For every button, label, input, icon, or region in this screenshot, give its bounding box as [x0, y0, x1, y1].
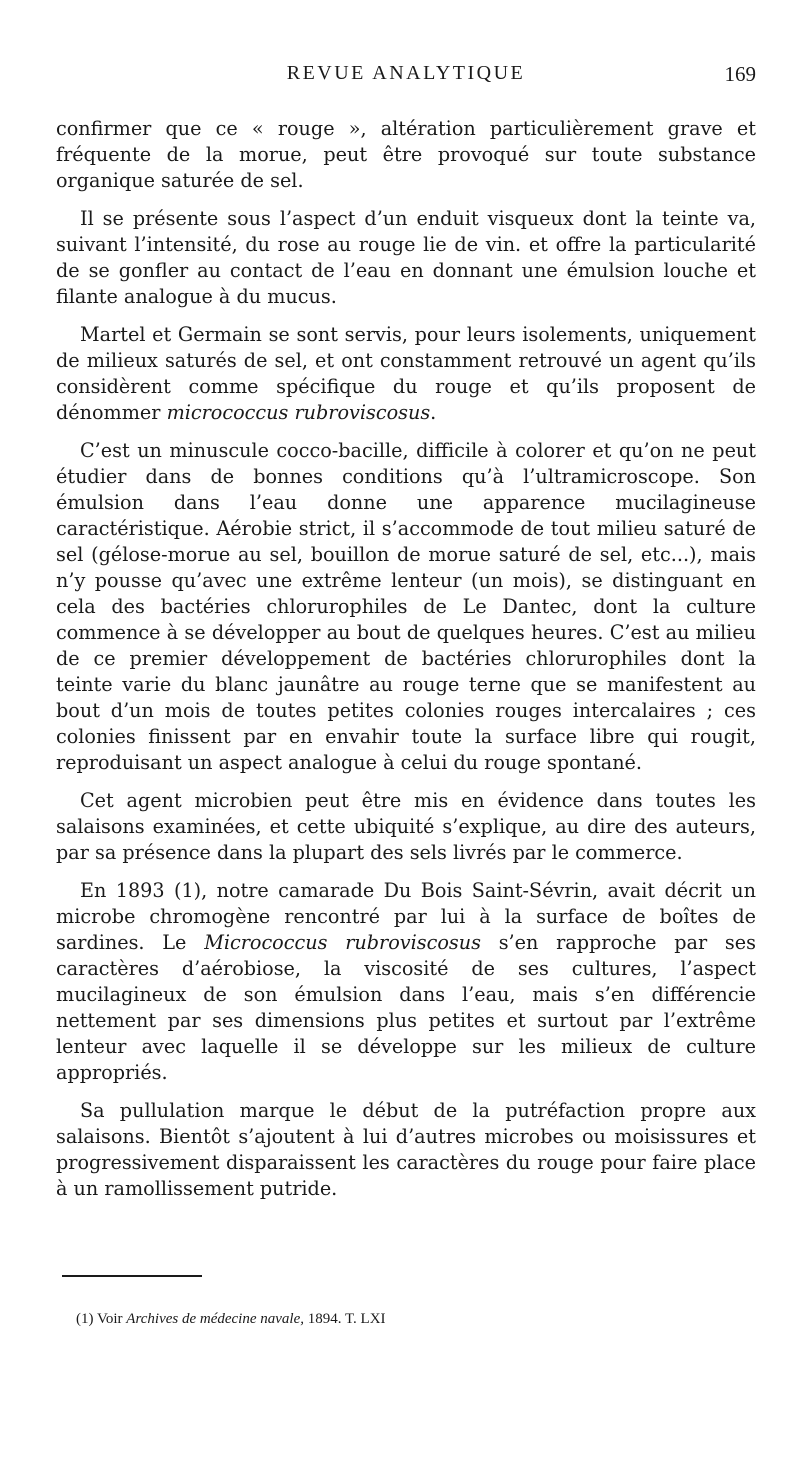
text-run: Martel et Germain se sont servis, pour leurs isolements, uniquement de milieux saturés de sel, et ont constamment retrouvé un agent qu’ils considèrent comme spécifique du rouge et qu’ils proposent de dénommer [56, 323, 756, 424]
text-run: C’est un minuscule cocco-bacille, difficile à colorer et qu’on ne peut étudier dans de bonnes conditions qu’à l’ultramicroscope. Son émulsion dans l’eau donne une apparence mucilagineuse caractéristique. Aérobie strict, il s’accommode de tout milieu saturé de sel (gélose-morue au sel, bouillon de morue saturé de sel, etc...), mais n’y pousse qu’avec une extrême lenteur (un mois), se distinguant en cela des bactéries chlorurophiles de Le Dantec, dont la culture commence à se développer au bout de quelques heures. C’est au milieu de ce premier développement de bactéries chlorurophiles dont la teinte varie du blanc jaunâtre au rouge terne que se manifestent au bout d’un mois de toutes petites colonies rouges intercalaires ; ces colonies finissent par en envahir toute la surface libre qui rougit, reproduisant un aspect analogue à celui du rouge spontané. [56, 439, 756, 774]
text-run: En 1893 (1), notre camarade Du Bois Saint-Sévrin, avait décrit un microbe chromogène rencontré par lui à la surface de boîtes de sardines. Le [56, 879, 756, 954]
running-title: REVUE ANALYTIQUE [286, 62, 526, 84]
paragraph [56, 878, 756, 1086]
paragraph [56, 116, 756, 194]
paragraph [56, 322, 756, 426]
footnote-tail: 1894. T. LXI [307, 1311, 386, 1327]
italic-term: Micrococcus rubroviscosus [204, 931, 481, 954]
text-run: confirmer que ce « rouge », altération particulièrement grave et fréquente de la morue, peut être provoqué sur toute substance organique saturée de sel. [56, 117, 756, 192]
text-run: Cet agent microbien peut être mis en évidence dans toutes les salaisons examinées, et cette ubiquité s’explique, au dire des auteurs, par sa présence dans la plupart des sels livrés par le commerce. [56, 789, 756, 864]
text-run: Sa pullulation marque le début de la putréfaction propre aux salaisons. Bientôt s’ajoutent à lui d’autres microbes ou moisissures et progressivement disparaissent les caractères du rouge pour faire place à un ramollissement putride. [56, 1099, 756, 1200]
footnote-journal: Archives de médecine navale, [126, 1311, 304, 1327]
text-run: Il se présente sous l’aspect d’un enduit visqueux dont la teinte va, suivant l’intensité, du rose au rouge lie de vin. et offre la particularité de se gonfler au contact de l’eau en donnant une émulsion louche et filante analogue à du mucus. [56, 207, 756, 308]
text-run: . [430, 401, 437, 424]
paragraph [56, 438, 756, 776]
text-run: s’en rapproche par ses caractères d’aérobiose, la viscosité de ses cultures, l’aspect mucilagineux de son émulsion dans l’eau, mais s’en différencie nettement par ses dimensions plus petites et surtout par l’extrême lenteur avec laquelle il se développe sur les milieux de culture appropriés. [56, 931, 756, 1084]
footnote-divider [62, 1275, 202, 1277]
footnote-marker: (1) [76, 1311, 94, 1327]
paragraph [56, 788, 756, 866]
footnote [76, 1309, 756, 1329]
footnote-lead: Voir [96, 1311, 123, 1327]
running-head [56, 56, 756, 96]
paragraph [56, 206, 756, 310]
page-number: 169 [724, 62, 756, 86]
italic-term: micrococcus rubroviscosus [166, 401, 431, 424]
page [56, 56, 756, 1214]
paragraph [56, 1098, 756, 1202]
body-text [56, 116, 756, 1202]
